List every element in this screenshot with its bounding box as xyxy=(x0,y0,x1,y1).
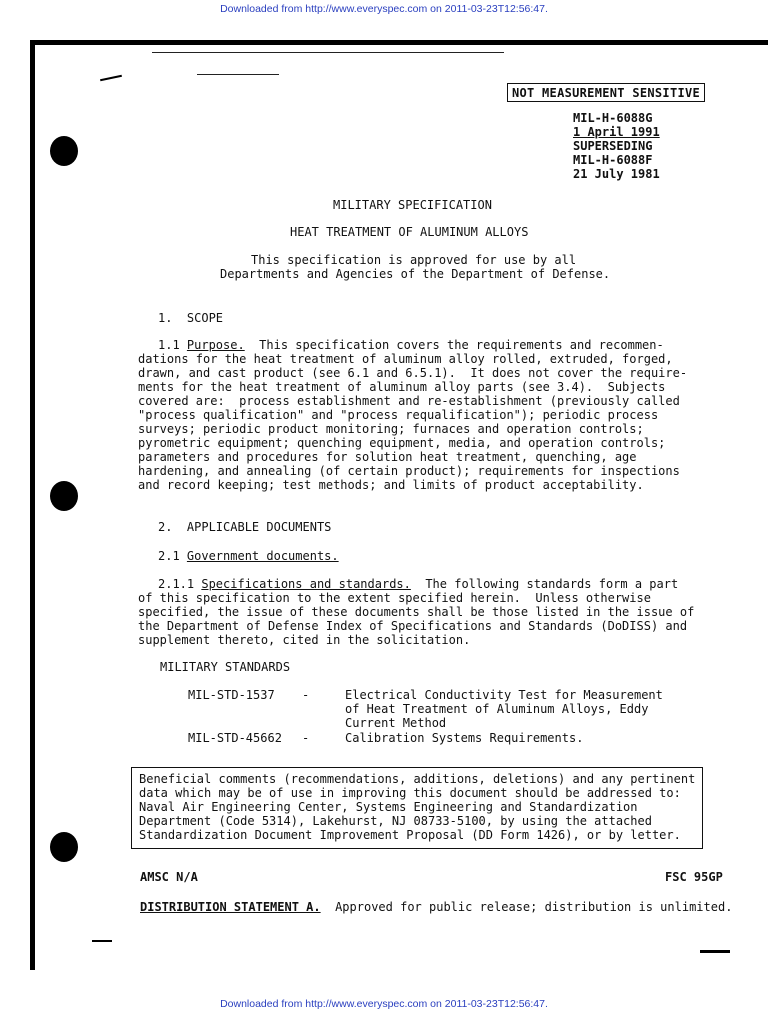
section-heading-scope: 1. SCOPE xyxy=(158,311,224,325)
paragraph-title: Specifications and standards. xyxy=(201,577,411,591)
standard-id: MIL-STD-45662 xyxy=(188,731,282,745)
punch-hole-3 xyxy=(50,832,78,862)
scan-speck xyxy=(100,75,122,82)
standard-dash: - xyxy=(302,688,310,702)
previous-document-id: MIL-H-6088F xyxy=(573,153,653,167)
previous-document-date: 21 July 1981 xyxy=(573,167,660,181)
document-date: 1 April 1991 xyxy=(573,125,660,139)
paragraph-2-1-1-line: of this specification to the extent specified herein. Unless otherwise xyxy=(138,591,651,605)
comments-notice-line: Department (Code 5314), Lakehurst, NJ 08733-5100, by using the attached xyxy=(139,814,652,828)
standard-dash: - xyxy=(302,731,310,745)
header-rule xyxy=(152,52,504,53)
paragraph-1-1-line: covered are: process establishment and re-establishment (previously called xyxy=(138,394,680,408)
subsection-government-documents: 2.1 Government documents. xyxy=(158,549,339,563)
paragraph-2-1-1-line-0: 2.1.1 Specifications and standards. The following standards form a part xyxy=(158,577,679,591)
paragraph-1-1-line: drawn, and cast product (see 6.1 and 6.5.1). It does not cover the require- xyxy=(138,366,688,380)
punch-hole-2 xyxy=(50,481,78,511)
document-id: MIL-H-6088G xyxy=(573,111,653,125)
paragraph-1-1-line: surveys; periodic product monitoring; furnaces and operation controls; xyxy=(138,422,644,436)
distribution-label: DISTRIBUTION STATEMENT A. xyxy=(140,900,321,914)
paragraph-title: Purpose. xyxy=(186,338,245,352)
standard-id: MIL-STD-1537 xyxy=(188,688,275,702)
scan-border-top xyxy=(30,40,768,45)
amsc-code: AMSC N/A xyxy=(140,870,198,884)
comments-notice-line: Standardization Document Improvement Proposal (DD Form 1426), or by letter. xyxy=(139,828,681,842)
scan-speck xyxy=(92,940,112,942)
fsc-code: FSC 95GP xyxy=(665,870,723,884)
paragraph-1-1-line-0: 1.1 Purpose. This specification covers the requirements and recommen- xyxy=(158,338,664,352)
paragraph-2-1-1-line: the Department of Defense Index of Specifications and Standards (DoDISS) and xyxy=(138,619,688,633)
section-heading-applicable-documents: 2. APPLICABLE DOCUMENTS xyxy=(158,520,332,534)
standard-description: Calibration Systems Requirements. xyxy=(345,731,584,745)
measurement-notice: NOT MEASUREMENT SENSITIVE xyxy=(511,85,701,100)
approval-line-2: Departments and Agencies of the Department of Defense. xyxy=(220,267,611,281)
paragraph-1-1-line: hardening, and annealing (of certain product); requirements for inspections xyxy=(138,464,680,478)
paragraph-1-1-line: parameters and procedures for solution heat treatment, quenching, age xyxy=(138,450,637,464)
spec-kind: MILITARY SPECIFICATION xyxy=(333,198,492,212)
distribution-statement: DISTRIBUTION STATEMENT A. Approved for public release; distribution is unlimited. xyxy=(140,900,733,914)
paragraph-1-1-line: ments for the heat treatment of aluminum alloy parts (see 3.4). Subjects xyxy=(138,380,666,394)
comments-notice-line: Naval Air Engineering Center, Systems Engineering and Standardization xyxy=(139,800,638,814)
paragraph-2-1-1-line: specified, the issue of these documents shall be those listed in the issue of xyxy=(138,605,695,619)
paragraph-1-1-line: "process qualification" and "process requalification"); periodic process xyxy=(138,408,659,422)
paragraph-2-1-1-line: supplement thereto, cited in the solicitation. xyxy=(138,633,471,647)
scan-speck xyxy=(700,950,730,953)
measurement-notice-box xyxy=(507,83,705,102)
paragraph-1-1-line: pyrometric equipment; quenching equipment, media, and operation controls; xyxy=(138,436,666,450)
superseding-label: SUPERSEDING xyxy=(573,139,653,153)
military-standards-heading: MILITARY STANDARDS xyxy=(160,660,291,674)
standard-description: of Heat Treatment of Aluminum Alloys, Eddy xyxy=(345,702,649,716)
header-rule xyxy=(197,74,279,75)
comments-notice-line: data which may be of use in improving this document should be addressed to: xyxy=(139,786,681,800)
standard-description: Electrical Conductivity Test for Measurement xyxy=(345,688,663,702)
scan-border-left xyxy=(30,40,35,970)
spec-title: HEAT TREATMENT OF ALUMINUM ALLOYS xyxy=(290,225,529,239)
paragraph-1-1-line: and record keeping; test methods; and limits of product acceptability. xyxy=(138,478,644,492)
comments-notice-line: Beneficial comments (recommendations, additions, deletions) and any pertinent xyxy=(139,772,696,786)
approval-line-1: This specification is approved for use by all xyxy=(251,253,577,267)
standard-description: Current Method xyxy=(345,716,447,730)
download-source-link-top[interactable]: Downloaded from http://www.everyspec.com on 2011-03-23T12:56:47. xyxy=(220,3,548,15)
download-source-link-bottom[interactable]: Downloaded from http://www.everyspec.com on 2011-03-23T12:56:47. xyxy=(220,998,548,1010)
punch-hole-1 xyxy=(50,136,78,166)
paragraph-1-1-line: dations for the heat treatment of aluminum alloy rolled, extruded, forged, xyxy=(138,352,673,366)
